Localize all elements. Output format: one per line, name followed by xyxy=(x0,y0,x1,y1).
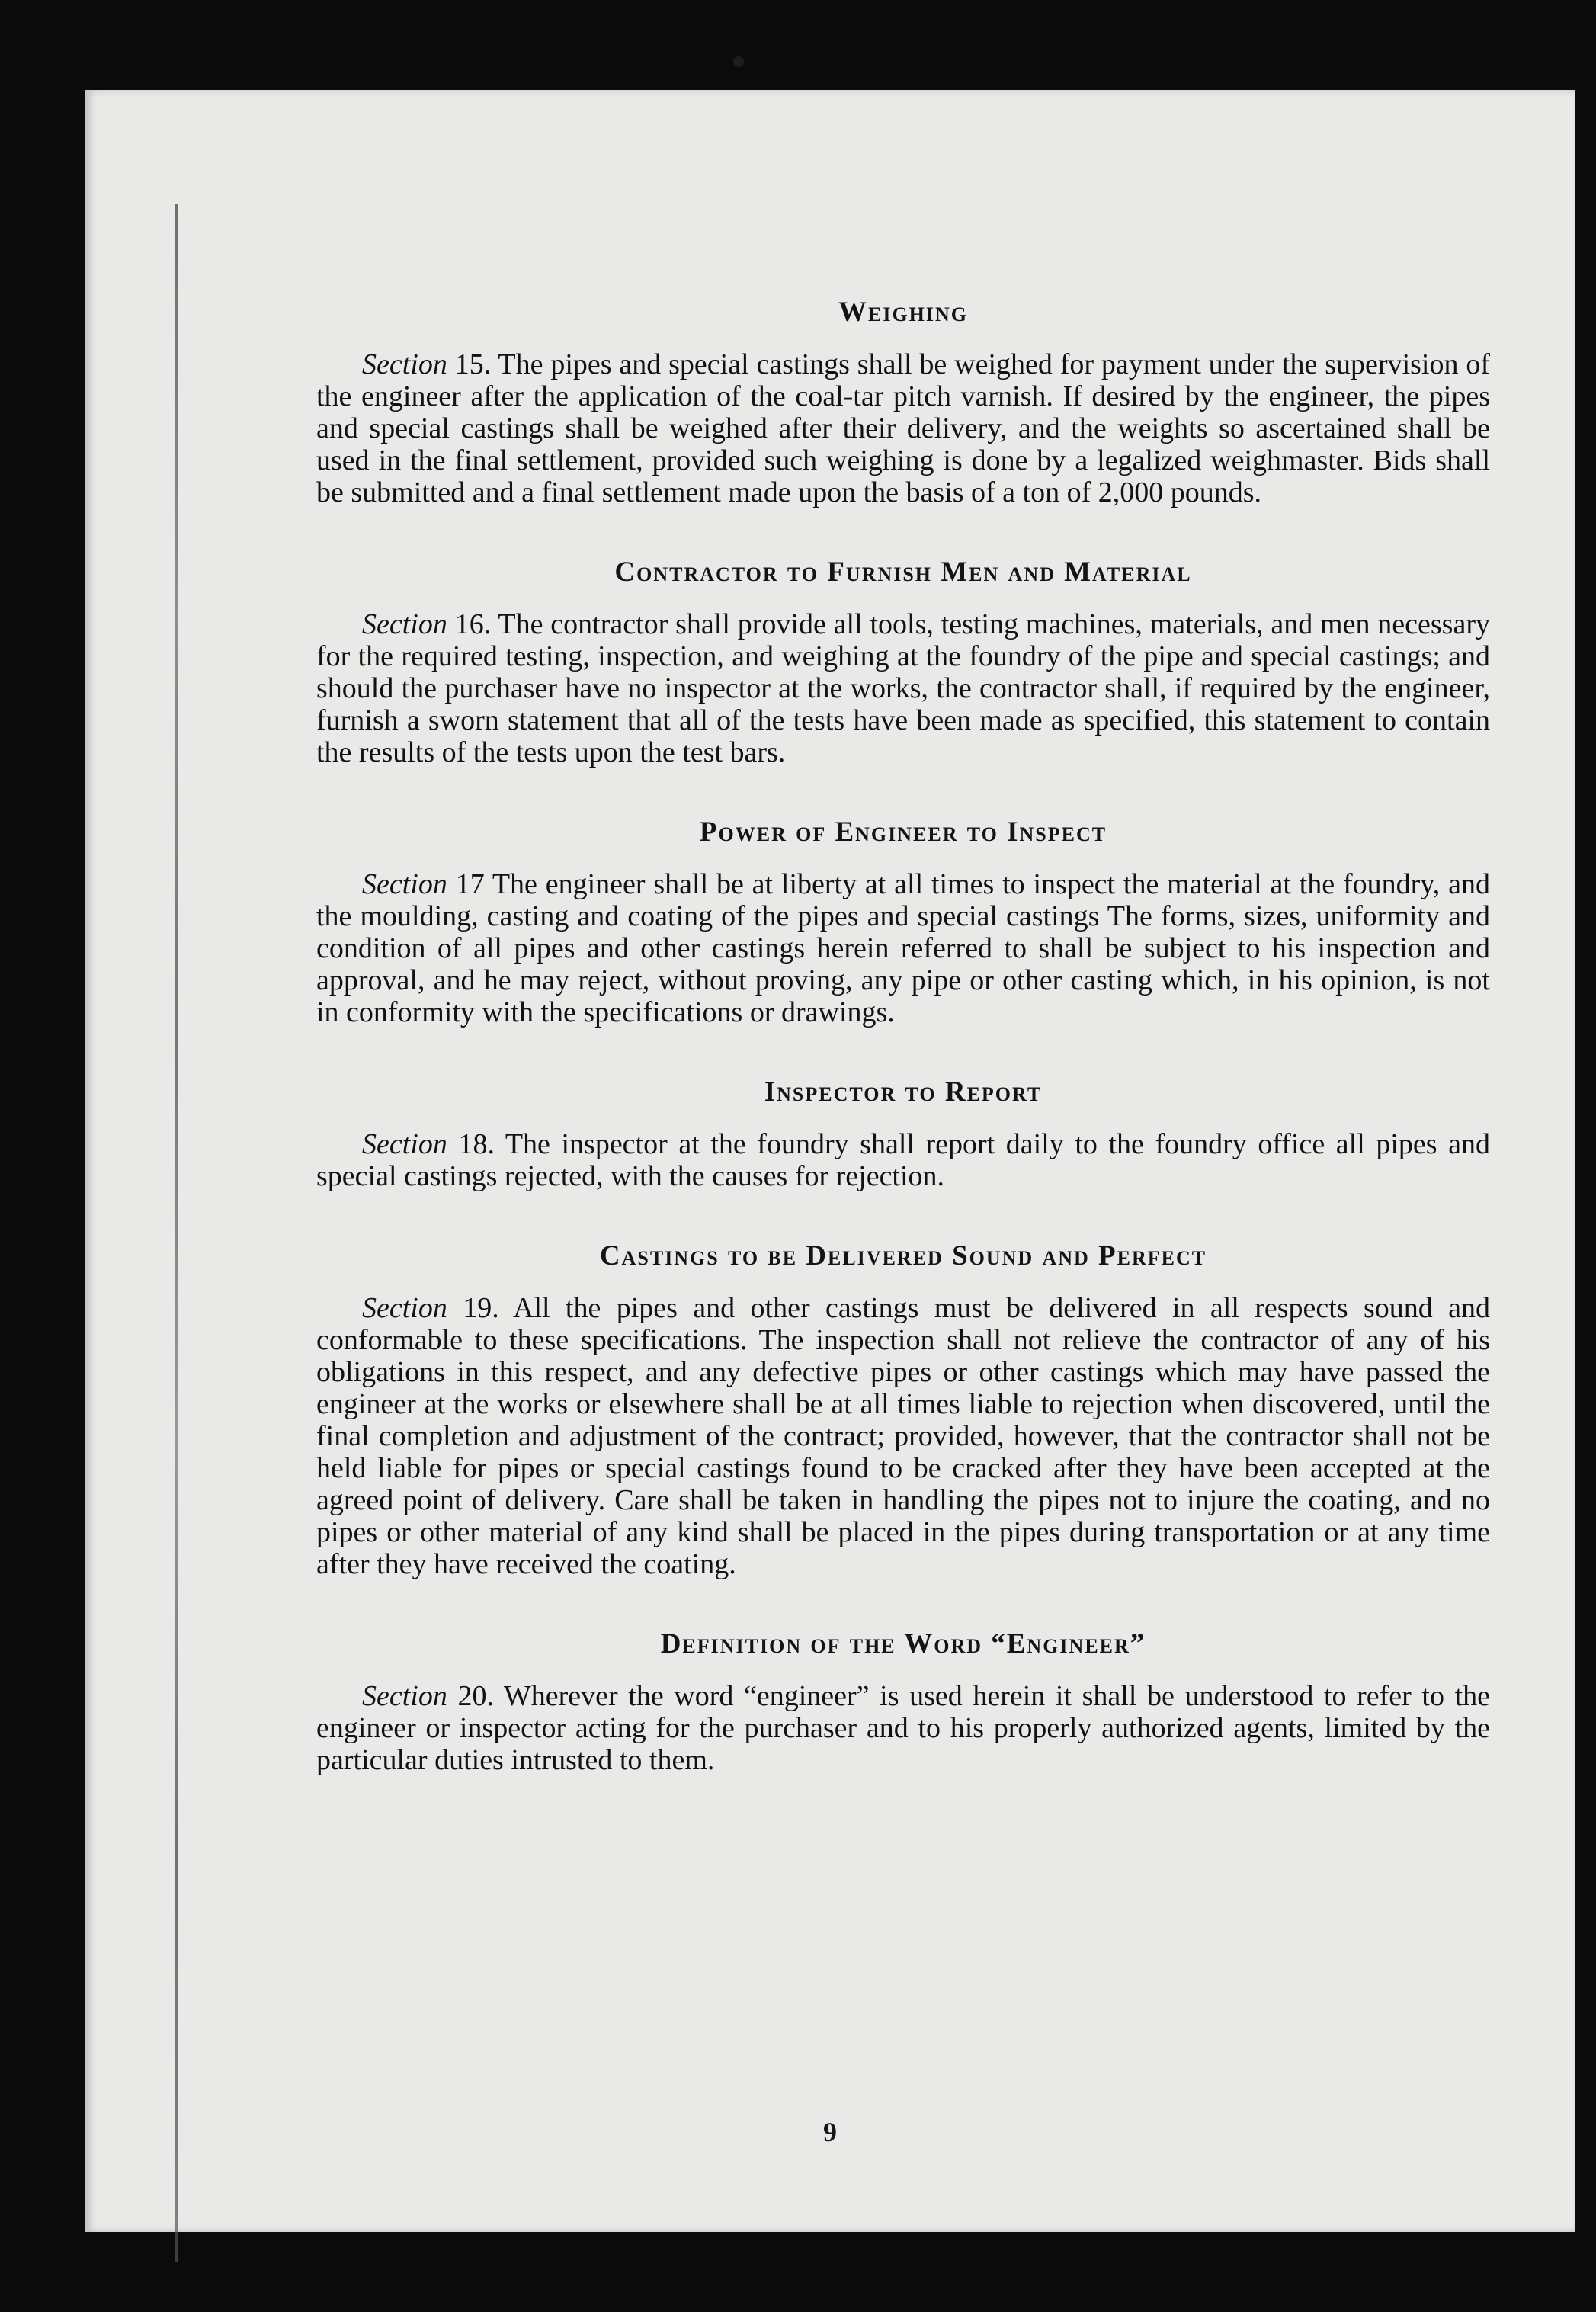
section-label: Section xyxy=(362,1680,447,1712)
page-number: 9 xyxy=(823,2117,837,2147)
section-16-paragraph xyxy=(316,608,1490,768)
section-15-paragraph xyxy=(316,348,1490,508)
heading-power-of-engineer: Power of Engineer to Inspect xyxy=(699,816,1107,848)
section-label: Section xyxy=(362,608,447,640)
section-19-paragraph xyxy=(316,1292,1490,1580)
section-text: All the pipes and other castings must be delivered in all respects sound and conformable to these specifications. The inspection shall not relieve the contractor of any of his obligations in this respect, and any defective pipes or other castings which may have passed the engineer at the works or elsewhere shall be at all times liable to rejection when discovered, until the final completion and adjustment of the contract; provided, however, that the contractor shall not be held liable for pipes or special castings found to be cracked after they have been accepted at the agreed point of delivery. Care shall be taken in handling the pipes not to injure the coating, and no pipes or other material of any kind shall be placed in the pipes during transportation or at any time after they have received the coating. xyxy=(316,1292,1491,1580)
heading-definition-engineer: Definition of the Word “Engineer” xyxy=(660,1628,1146,1659)
section-number: 17 xyxy=(455,868,485,900)
section-18 xyxy=(316,1128,1490,1192)
section-label: Section xyxy=(362,1292,447,1324)
page-binding-edge xyxy=(175,204,178,2262)
section-20 xyxy=(316,1680,1490,1776)
heading-castings-delivered: Castings to be Delivered Sound and Perfect xyxy=(599,1240,1207,1271)
section-number: 20. xyxy=(457,1680,494,1712)
document-page xyxy=(85,90,1575,2232)
section-number: 15. xyxy=(454,348,492,380)
section-text: The pipes and special castings shall be weighed for payment under the supervision of the engineer after the application of the coal-tar pitch varnish. If desired by the engineer, the pipes and special castings shall be weighed after their delivery, and the weights so ascertained shall be used in the final settlement, provided such weighing is done by a legalized weighmaster. Bids shall be submitted and a final settlement made upon the basis of a ton of 2,000 pounds. xyxy=(316,348,1490,508)
section-17-paragraph xyxy=(316,868,1490,1028)
section-label: Section xyxy=(362,348,447,380)
scan-speck xyxy=(733,56,744,67)
section-label: Section xyxy=(362,1128,447,1160)
heading-inspector-to-report: Inspector to Report xyxy=(764,1076,1043,1108)
section-16 xyxy=(316,608,1490,768)
section-text: The engineer shall be at liberty at all times to inspect the material at the foundry, and the moulding, casting and coating of the pipes and special castings The forms, sizes, uniformity and condition of all pipes and other castings herein referred to shall be subject to his inspection and approval, and he may reject, without proving, any pipe or other casting which, in his opinion, is not in conformity with the specifications or drawings. xyxy=(316,868,1490,1028)
section-17 xyxy=(316,868,1490,1028)
section-15 xyxy=(316,348,1490,508)
section-text: The contractor shall provide all tools, testing machines, materials, and men necessary for the required testing, inspection, and weighing at the foundry of the pipe and special castings; and should the purchaser have no inspector at the works, the contractor shall, if required by the engineer, furnish a sworn statement that all of the tests have been made as specified, this statement to contain the results of the tests upon the test bars. xyxy=(316,608,1490,768)
section-text: Wherever the word “engineer” is used herein it shall be understood to refer to the engineer or inspector acting for the purchaser and to his properly authorized agents, limited by the particular duties intrusted to them. xyxy=(316,1680,1490,1776)
section-19 xyxy=(316,1292,1490,1580)
heading-weighing: Weighing xyxy=(838,297,969,328)
section-text: The inspector at the foundry shall report daily to the foundry office all pipes and special castings rejected, with the causes for rejection. xyxy=(316,1128,1490,1192)
section-label: Section xyxy=(362,868,447,900)
section-number: 16. xyxy=(454,608,492,640)
section-number: 19. xyxy=(463,1292,499,1324)
section-number: 18. xyxy=(458,1128,495,1160)
heading-contractor-to-furnish: Contractor to Furnish Men and Material xyxy=(614,556,1192,588)
section-18-paragraph xyxy=(316,1128,1490,1192)
section-20-paragraph xyxy=(316,1680,1490,1776)
page-content xyxy=(316,296,1490,1823)
